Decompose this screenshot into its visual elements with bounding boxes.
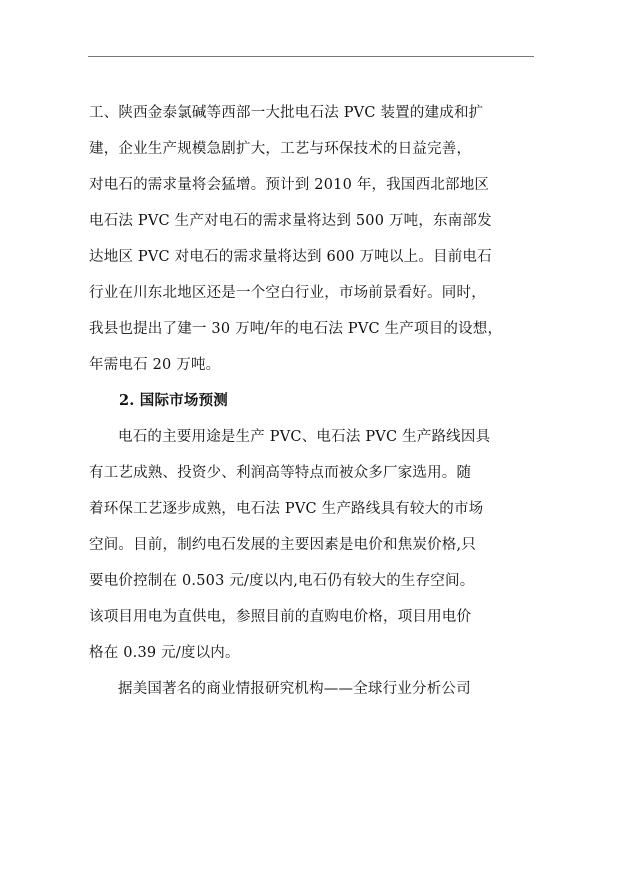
text-line: 我县也提出了建一 30 万吨/年的电石法 PVC 生产项目的设想，: [89, 321, 503, 337]
section-heading: 2. 国际市场预测: [119, 392, 228, 409]
text-line: 对电石的需求量将会猛增。预计到 2010 年，我国西北部地区: [89, 177, 490, 193]
text-line: 有工艺成熟、投资少、利润高等特点而被众多厂家选用。随: [89, 465, 472, 481]
paragraph: [89, 419, 535, 671]
document-body: [89, 95, 535, 707]
header-rule: [88, 56, 534, 57]
text-line: 电石法 PVC 生产对电石的需求量将达到 500 万吨，东南部发: [89, 213, 492, 229]
text-line: 电石的主要用途是生产 PVC、电石法 PVC 生产路线因具: [118, 429, 491, 445]
text-line: 着环保工艺逐步成熟，电石法 PVC 生产路线具有较大的市场: [89, 501, 484, 517]
text-line: 据美国著名的商业情报研究机构——全球行业分析公司: [118, 681, 471, 697]
text-line: 空间。目前，制约电石发展的主要因素是电价和焦炭价格,只: [89, 537, 477, 553]
paragraph: [89, 95, 535, 383]
text-line: 工、陕西金泰氯碱等西部一大批电石法 PVC 装置的建成和扩: [89, 105, 484, 121]
text-line: 建，企业生产规模急剧扩大，工艺与环保技术的日益完善，: [89, 141, 472, 157]
text-line: 年需电石 20 万吨。: [89, 357, 221, 373]
text-line: 行业在川东北地区还是一个空白行业，市场前景看好。同时，: [89, 285, 486, 301]
text-line: 达地区 PVC 对电石的需求量将达到 600 万吨以上。目前电石: [89, 249, 492, 265]
text-line: 格在 0.39 元/度以内。: [89, 645, 240, 661]
text-line: 该项目用电为直供电，参照目前的直购电价格，项目用电价: [89, 609, 472, 625]
text-line: 要电价控制在 0.503 元/度以内,电石仍有较大的生存空间。: [89, 573, 475, 589]
paragraph: [89, 671, 535, 707]
